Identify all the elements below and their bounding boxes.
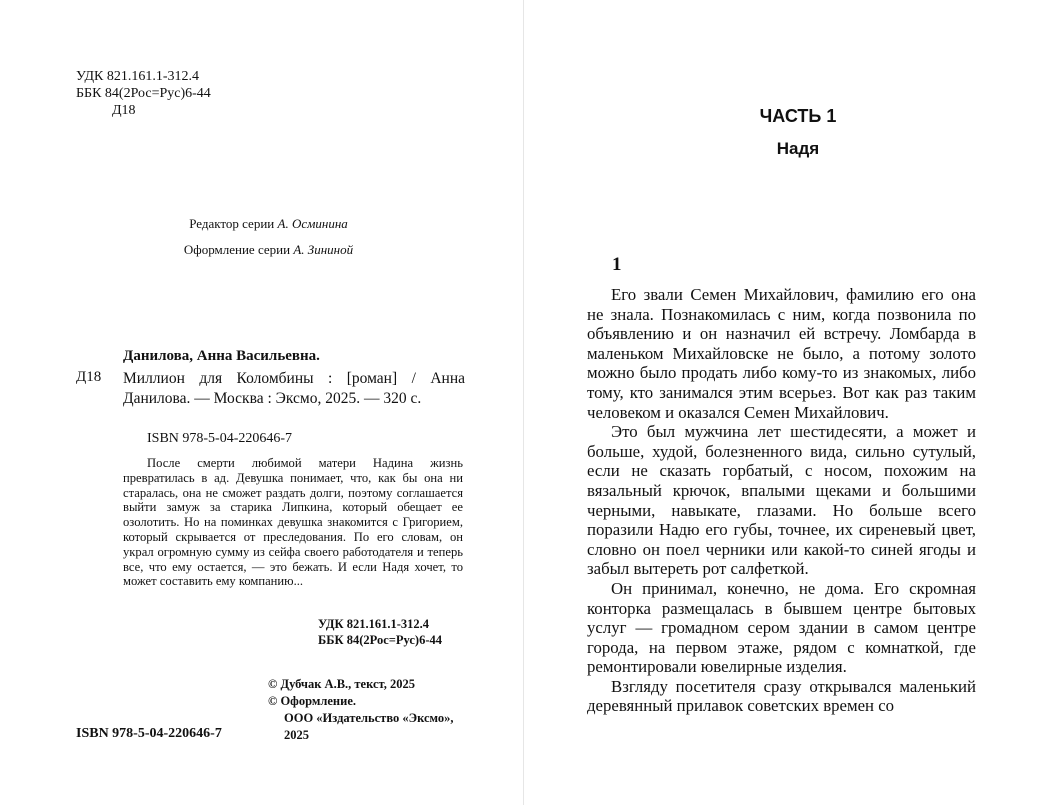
part-subtitle: Надя bbox=[776, 139, 820, 158]
series-design-name: А. Зининой bbox=[293, 242, 354, 257]
copyright-design: © Оформление. bbox=[268, 694, 357, 708]
bbk-code-bottom: ББК 84(2Рос=Рус)6-44 bbox=[318, 633, 442, 647]
paragraph: Это был мужчина лет шестидесяти, а может и больше, худой, болезненного вида, сильно сутулый, если не сказать горбатый, с носом, похожим на вязальный крючок, впалыми щеками и большими черными, навыкате, глазами. Но больше всего поразили Надю его губы, точнее, их сиреневый цвет, словно он поел черники или какой-то синей ягоды и забыл вытереть рот салфеткой. bbox=[587, 422, 976, 579]
catalog-code: Д18 bbox=[76, 369, 102, 385]
series-editor-label: Редактор серии bbox=[189, 216, 275, 231]
paragraph: Его звали Семен Михайлович, фамилию его она не знала. Познакомилась с ним, когда позвонила по объявлению и он назначил ей встречу. Ломбарда в маленьком Михайловске не было, а потому золото можно было продать либо кому-то из знакомых, либо тому, кто занимался этим всерьез. Вот как раз таким человеком и оказался Семен Михайлович. bbox=[587, 285, 976, 422]
author-heading: Данилова, Анна Васильевна. bbox=[123, 348, 320, 364]
series-design-line bbox=[0, 242, 523, 258]
udk-code: УДК 821.161.1-312.4 bbox=[76, 69, 200, 84]
isbn-bottom: ISBN 978-5-04-220646-7 bbox=[76, 726, 222, 741]
series-design-label: Оформление серии bbox=[183, 242, 291, 257]
chapter-number: 1 bbox=[612, 254, 622, 275]
classification-codes-bottom bbox=[318, 616, 442, 648]
body-text bbox=[587, 285, 976, 716]
bibliographic-entry: Миллион для Коломбины : [роман] / Анна Данилова. — Москва : Эксмо, 2025. — 320 с. bbox=[123, 370, 465, 407]
copyright-text: © Дубчак А.В., текст, 2025 bbox=[268, 677, 415, 691]
classification-codes-top bbox=[76, 68, 211, 119]
part-title: ЧАСТЬ 1 bbox=[759, 106, 837, 126]
udk-code-bottom: УДК 821.161.1-312.4 bbox=[318, 617, 429, 631]
paragraph: Взгляду посетителя сразу открывался маленький деревянный прилавок советских времен со bbox=[587, 676, 976, 716]
paragraph: Он принимал, конечно, не дома. Его скромная конторка размещалась в бывшем центре бытовых услуг — громадном сером здании в самом центре города, на первом этаже, рядом с комнаткой, где ремонтировали ювелирные изделия. bbox=[587, 578, 976, 677]
copyright-publisher: ООО «Издательство «Эксмо», bbox=[284, 711, 454, 725]
series-editor-line bbox=[0, 216, 523, 232]
author-mark: Д18 bbox=[112, 103, 136, 118]
annotation: После смерти любимой матери Надина жизнь превратилась в ад. Девушка понимает, что, как бы она ни старалась, она не сможет раздать долги, поэтому соглашается выйти замуж за старика Липкина, который обещает ее озолотить. Но на поминках девушка знакомится с Григорием, который скрывается от преследования. По его словам, он украл огромную сумму из сейфа своего работодателя и теперь все, что ему остается, — это бежать. И если Надя хочет, то может составить ему компанию... bbox=[123, 456, 463, 589]
series-editor-name: А. Осминина bbox=[277, 216, 348, 231]
copyright-block bbox=[268, 676, 454, 744]
isbn-inline: ISBN 978-5-04-220646-7 bbox=[147, 431, 293, 446]
text-page bbox=[524, 0, 1042, 805]
copyright-year: 2025 bbox=[284, 728, 309, 742]
bbk-code: ББК 84(2Рос=Рус)6-44 bbox=[76, 86, 211, 101]
